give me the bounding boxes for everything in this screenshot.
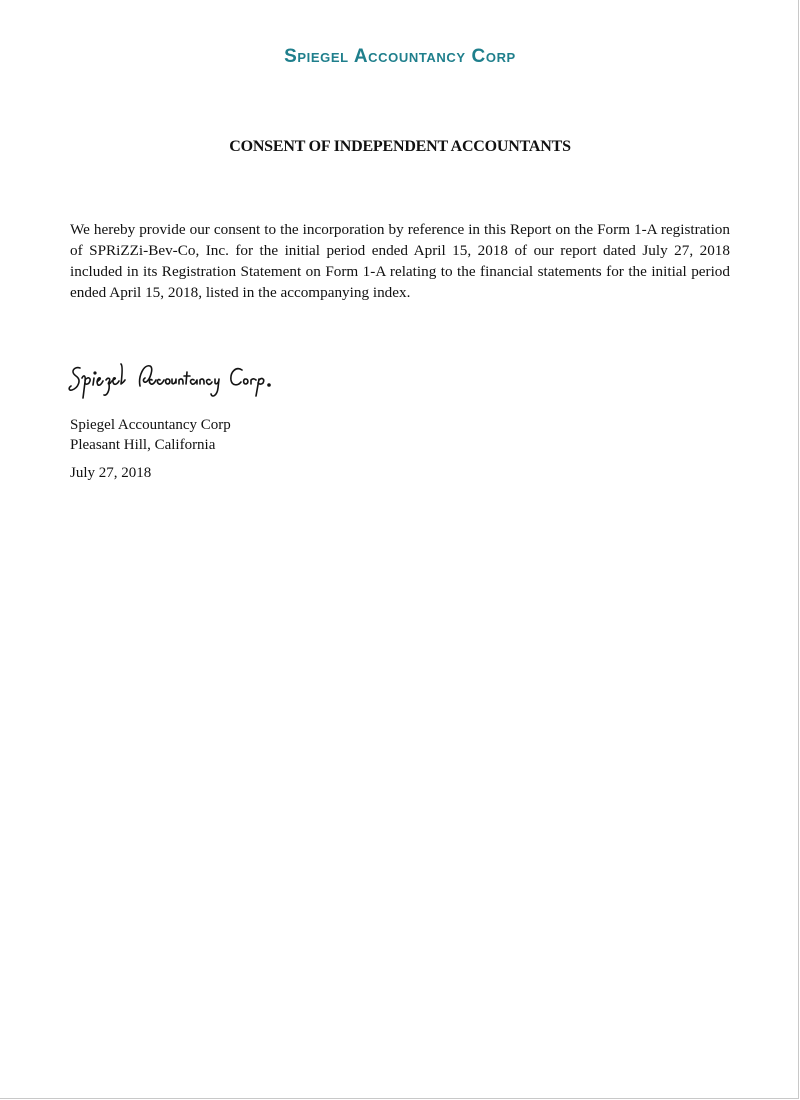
consent-paragraph: We hereby provide our consent to the incorporation by reference in this Report on the Form 1-A registration of SPRiZZi-Bev-Co, Inc. for the initial period ended April 15, 2018 of our report dated July 27, 2018 included in its Registration Statement on Form 1-A relating to the financial statements for the initial period ended April 15, 2018, listed in the accompanying index. <box>70 221 730 301</box>
letterhead-firm-name: Spiegel Accountancy Corp <box>284 46 516 67</box>
document-title: CONSENT OF INDEPENDENT ACCOUNTANTS <box>229 138 571 155</box>
signature-date: July 27, 2018 <box>70 465 152 481</box>
signer-firm-name: Spiegel Accountancy Corp <box>70 417 231 433</box>
signer-location: Pleasant Hill, California <box>70 437 216 453</box>
signer-block <box>70 415 231 455</box>
handwritten-signature <box>66 358 276 404</box>
